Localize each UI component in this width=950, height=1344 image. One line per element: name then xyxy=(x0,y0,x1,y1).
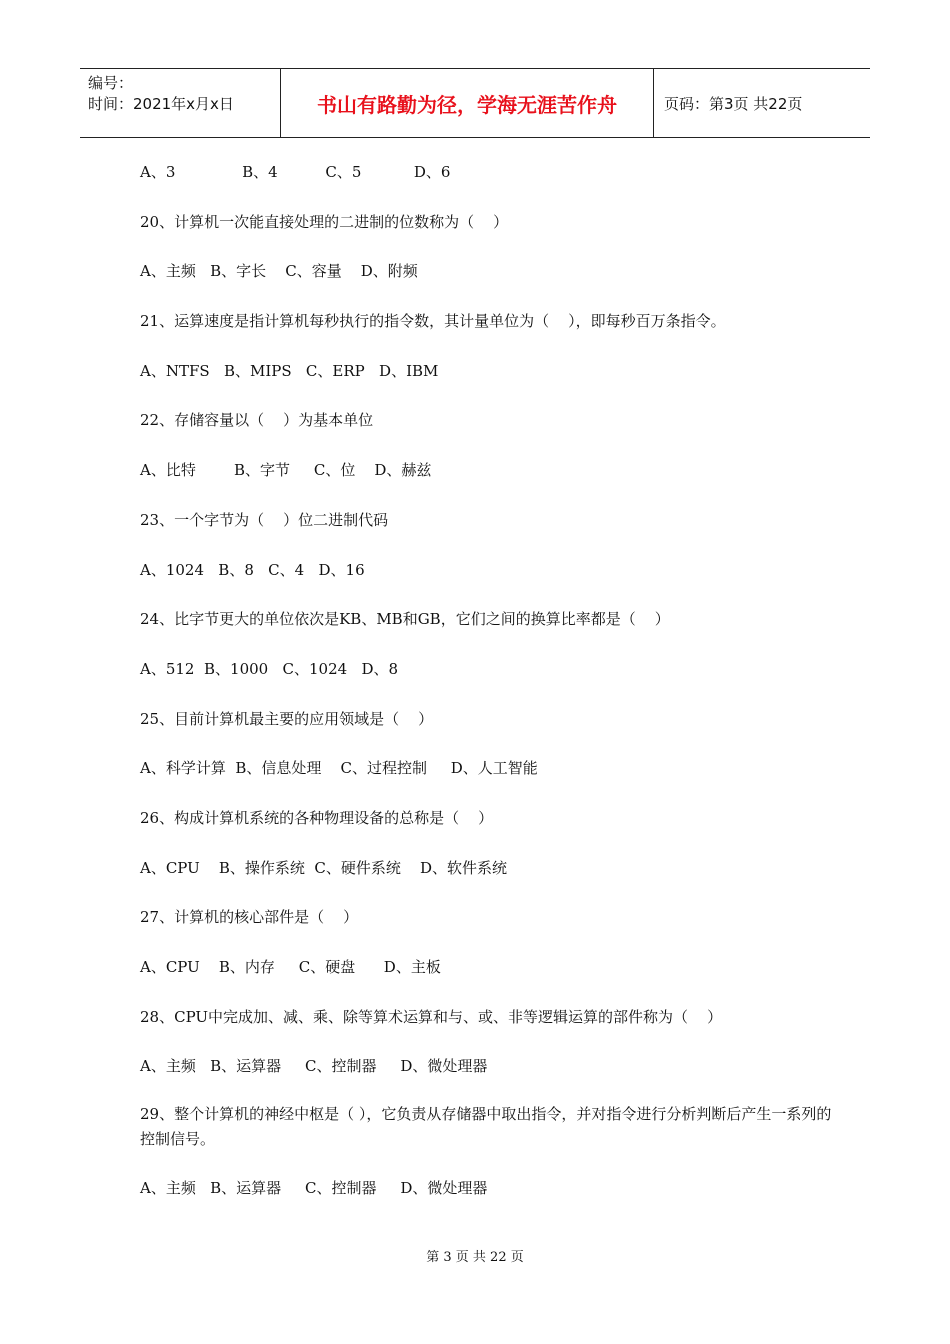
document-header xyxy=(80,68,870,138)
options-line: A、比特 B、字节 C、位 D、赫兹 xyxy=(140,461,432,480)
options-line: A、512 B、1000 C、1024 D、8 xyxy=(140,659,399,678)
question-line: 23、一个字节为（ ）位二进制代码 xyxy=(140,510,389,529)
header-page-info: 页码：第3页 共22页 xyxy=(664,94,803,113)
options-line: A、主频 B、字长 C、容量 D、附频 xyxy=(140,262,418,281)
options-line: A、NTFS B、MIPS C、ERP D、IBM xyxy=(140,361,439,380)
options-line: A、1024 B、8 C、4 D、16 xyxy=(140,560,365,579)
header-meta xyxy=(80,69,281,137)
question-line: 21、运算速度是指计算机每秒执行的指令数，其计量单位为（ ），即每秒百万条指令。 xyxy=(140,312,726,331)
options-line: A、科学计算 B、信息处理 C、过程控制 D、人工智能 xyxy=(140,759,538,778)
document-body xyxy=(140,158,840,1224)
question-line: 29、整个计算机的神经中枢是（ ），它负责从存储器中取出指令，并对指令进行分析判断后产生一系列的控制信号。 xyxy=(140,1105,832,1149)
options-line: A、主频 B、运算器 C、控制器 D、微处理器 xyxy=(140,1057,488,1076)
question-line: 20、计算机一次能直接处理的二进制的位数称为（ ） xyxy=(140,212,509,231)
page-footer: 第 3 页 共 22 页 xyxy=(426,1250,524,1265)
question-line: 24、比字节更大的单位依次是KB、MB和GB，它们之间的换算比率都是（ ） xyxy=(140,610,670,629)
options-line: A、主频 B、运算器 C、控制器 D、微处理器 xyxy=(140,1179,488,1198)
options-line: A、CPU B、内存 C、硬盘 D、主板 xyxy=(140,958,441,976)
question-line: 22、存储容量以（ ）为基本单位 xyxy=(140,411,374,430)
number-label: 编号： xyxy=(88,74,134,92)
options-line: A、CPU B、操作系统 C、硬件系统 D、软件系统 xyxy=(140,858,507,877)
question-line: 26、构成计算机系统的各种物理设备的总称是（ ） xyxy=(140,808,494,827)
header-motto: 书山有路勤为径，学海无涯苦作舟 xyxy=(281,69,654,137)
question-line: 28、CPU中完成加、减、乘、除等算术运算和与、或、非等逻辑运算的部件称为（ ） xyxy=(140,1007,723,1026)
text-line: A、3 B、4 C、5 D、6 xyxy=(140,163,451,181)
question-line: 25、目前计算机最主要的应用领域是（ ） xyxy=(140,709,434,728)
question-line: 27、计算机的核心部件是（ ） xyxy=(140,908,359,927)
date-label: 时间：2021年x月x日 xyxy=(88,95,234,113)
